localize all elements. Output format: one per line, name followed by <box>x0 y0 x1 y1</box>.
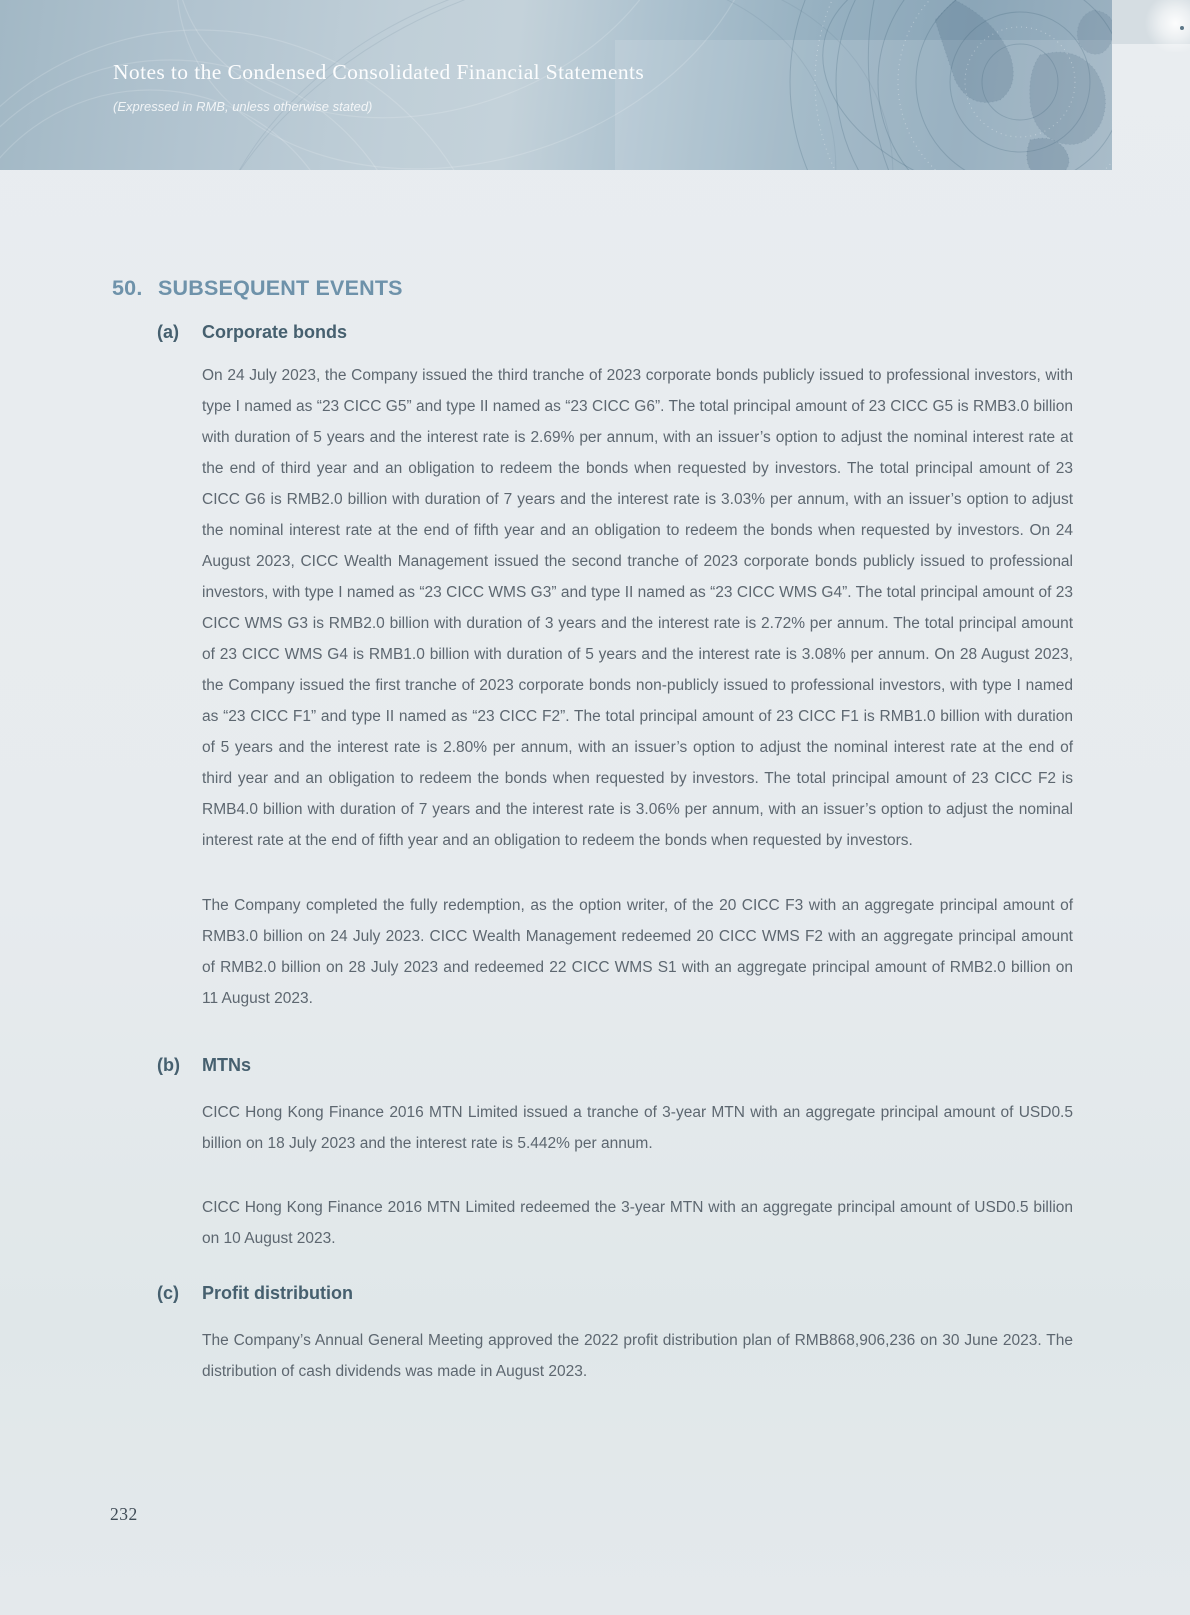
subsection-heading-mtns <box>157 1054 1190 1077</box>
paragraph-profit-distribution-1: The Company’s Annual General Meeting approved the 2022 profit distribution plan of RMB868,906,236 on 30 June 2023. The distribution of cash dividends was made in August 2023. <box>202 1332 1073 1380</box>
page-number: 232 <box>110 1504 138 1524</box>
paragraph-corporate-bonds-2: The Company completed the fully redemption, as the option writer, of the 20 CICC F3 with an aggregate principal amount of RMB3.0 billion on 24 July 2023. CICC Wealth Management redeemed 20 CICC WMS F2 with an aggregate principal amount of RMB2.0 billion on 28 July 2023 and redeemed 22 CICC WMS S1 with an aggregate principal amount of RMB2.0 billion on 11 August 2023. <box>202 897 1073 1007</box>
page-subtitle: (Expressed in RMB, unless otherwise stated) <box>113 99 373 114</box>
section-number: 50. <box>112 276 143 300</box>
world-map-graphic <box>0 0 1112 170</box>
decorative-splatter <box>1142 0 1190 52</box>
subsection-title: MTNs <box>202 1055 251 1075</box>
page-title: Notes to the Condensed Consolidated Financial Statements <box>113 60 645 84</box>
paragraph-mtns-1: CICC Hong Kong Finance 2016 MTN Limited issued a tranche of 3-year MTN with an aggregate principal amount of USD0.5 billion on 18 July 2023 and the interest rate is 5.442% per annum. <box>202 1104 1073 1152</box>
paragraph-mtns-2: CICC Hong Kong Finance 2016 MTN Limited redeemed the 3-year MTN with an aggregate principal amount of USD0.5 billion on 10 August 2023. <box>202 1199 1073 1247</box>
section-heading <box>112 275 1190 301</box>
note-content <box>0 170 1190 1403</box>
subsection-title: Corporate bonds <box>202 322 348 342</box>
subsection-heading-corporate-bonds <box>157 321 1190 344</box>
subsection-label: (c) <box>157 1283 179 1303</box>
section-title: SUBSEQUENT EVENTS <box>158 276 403 300</box>
subsection-label: (a) <box>157 322 179 342</box>
subsection-title: Profit distribution <box>202 1283 353 1303</box>
paragraph-corporate-bonds-1: On 24 July 2023, the Company issued the third tranche of 2023 corporate bonds publicly issued to professional investors, with type I named as “23 CICC G5” and type II named as “23 CICC G6”. The total principal amount of 23 CICC G5 is RMB3.0 billion with duration of 5 years and the interest rate is 2.69% per annum, with an issuer’s option to adjust the nominal interest rate at the end of third year and an obligation to redeem the bonds when requested by investors. The total principal amount of 23 CICC G6 is RMB2.0 billion with duration of 7 years and the interest rate is 3.03% per annum, with an issuer’s option to adjust the nominal interest rate at the end of fifth year and an obligation to redeem the bonds when requested by investors. On 24 August 2023, CICC Wealth Management issued the second tranche of 2023 corporate bonds publicly issued to professional investors, with type I named as “23 CICC WMS G3” and type II named as “23 CICC WMS G4”. The total principal amount of 23 CICC WMS G3 is RMB2.0 billion with duration of 3 years and the interest rate is 2.72% per annum. The total principal amount of 23 CICC WMS G4 is RMB1.0 billion with duration of 5 years and the interest rate is 3.08% per annum. On 28 August 2023, the Company issued the first tranche of 2023 corporate bonds non-publicly issued to professional investors, with type I named as “23 CICC F1” and type II named as “23 CICC F2”. The total principal amount of 23 CICC F1 is RMB1.0 billion with duration of 5 years and the interest rate is 2.80% per annum, with an issuer’s option to adjust the nominal interest rate at the end of third year and an obligation to redeem the bonds when requested by investors. The total principal amount of 23 CICC F2 is RMB4.0 billion with duration of 7 years and the interest rate is 3.06% per annum, with an issuer’s option to adjust the nominal interest rate at the end of fifth year and an obligation to redeem the bonds when requested by investors. <box>202 367 1073 849</box>
subsection-label: (b) <box>157 1055 180 1075</box>
header-banner <box>0 0 1112 170</box>
subsection-heading-profit-distribution <box>157 1282 1190 1305</box>
